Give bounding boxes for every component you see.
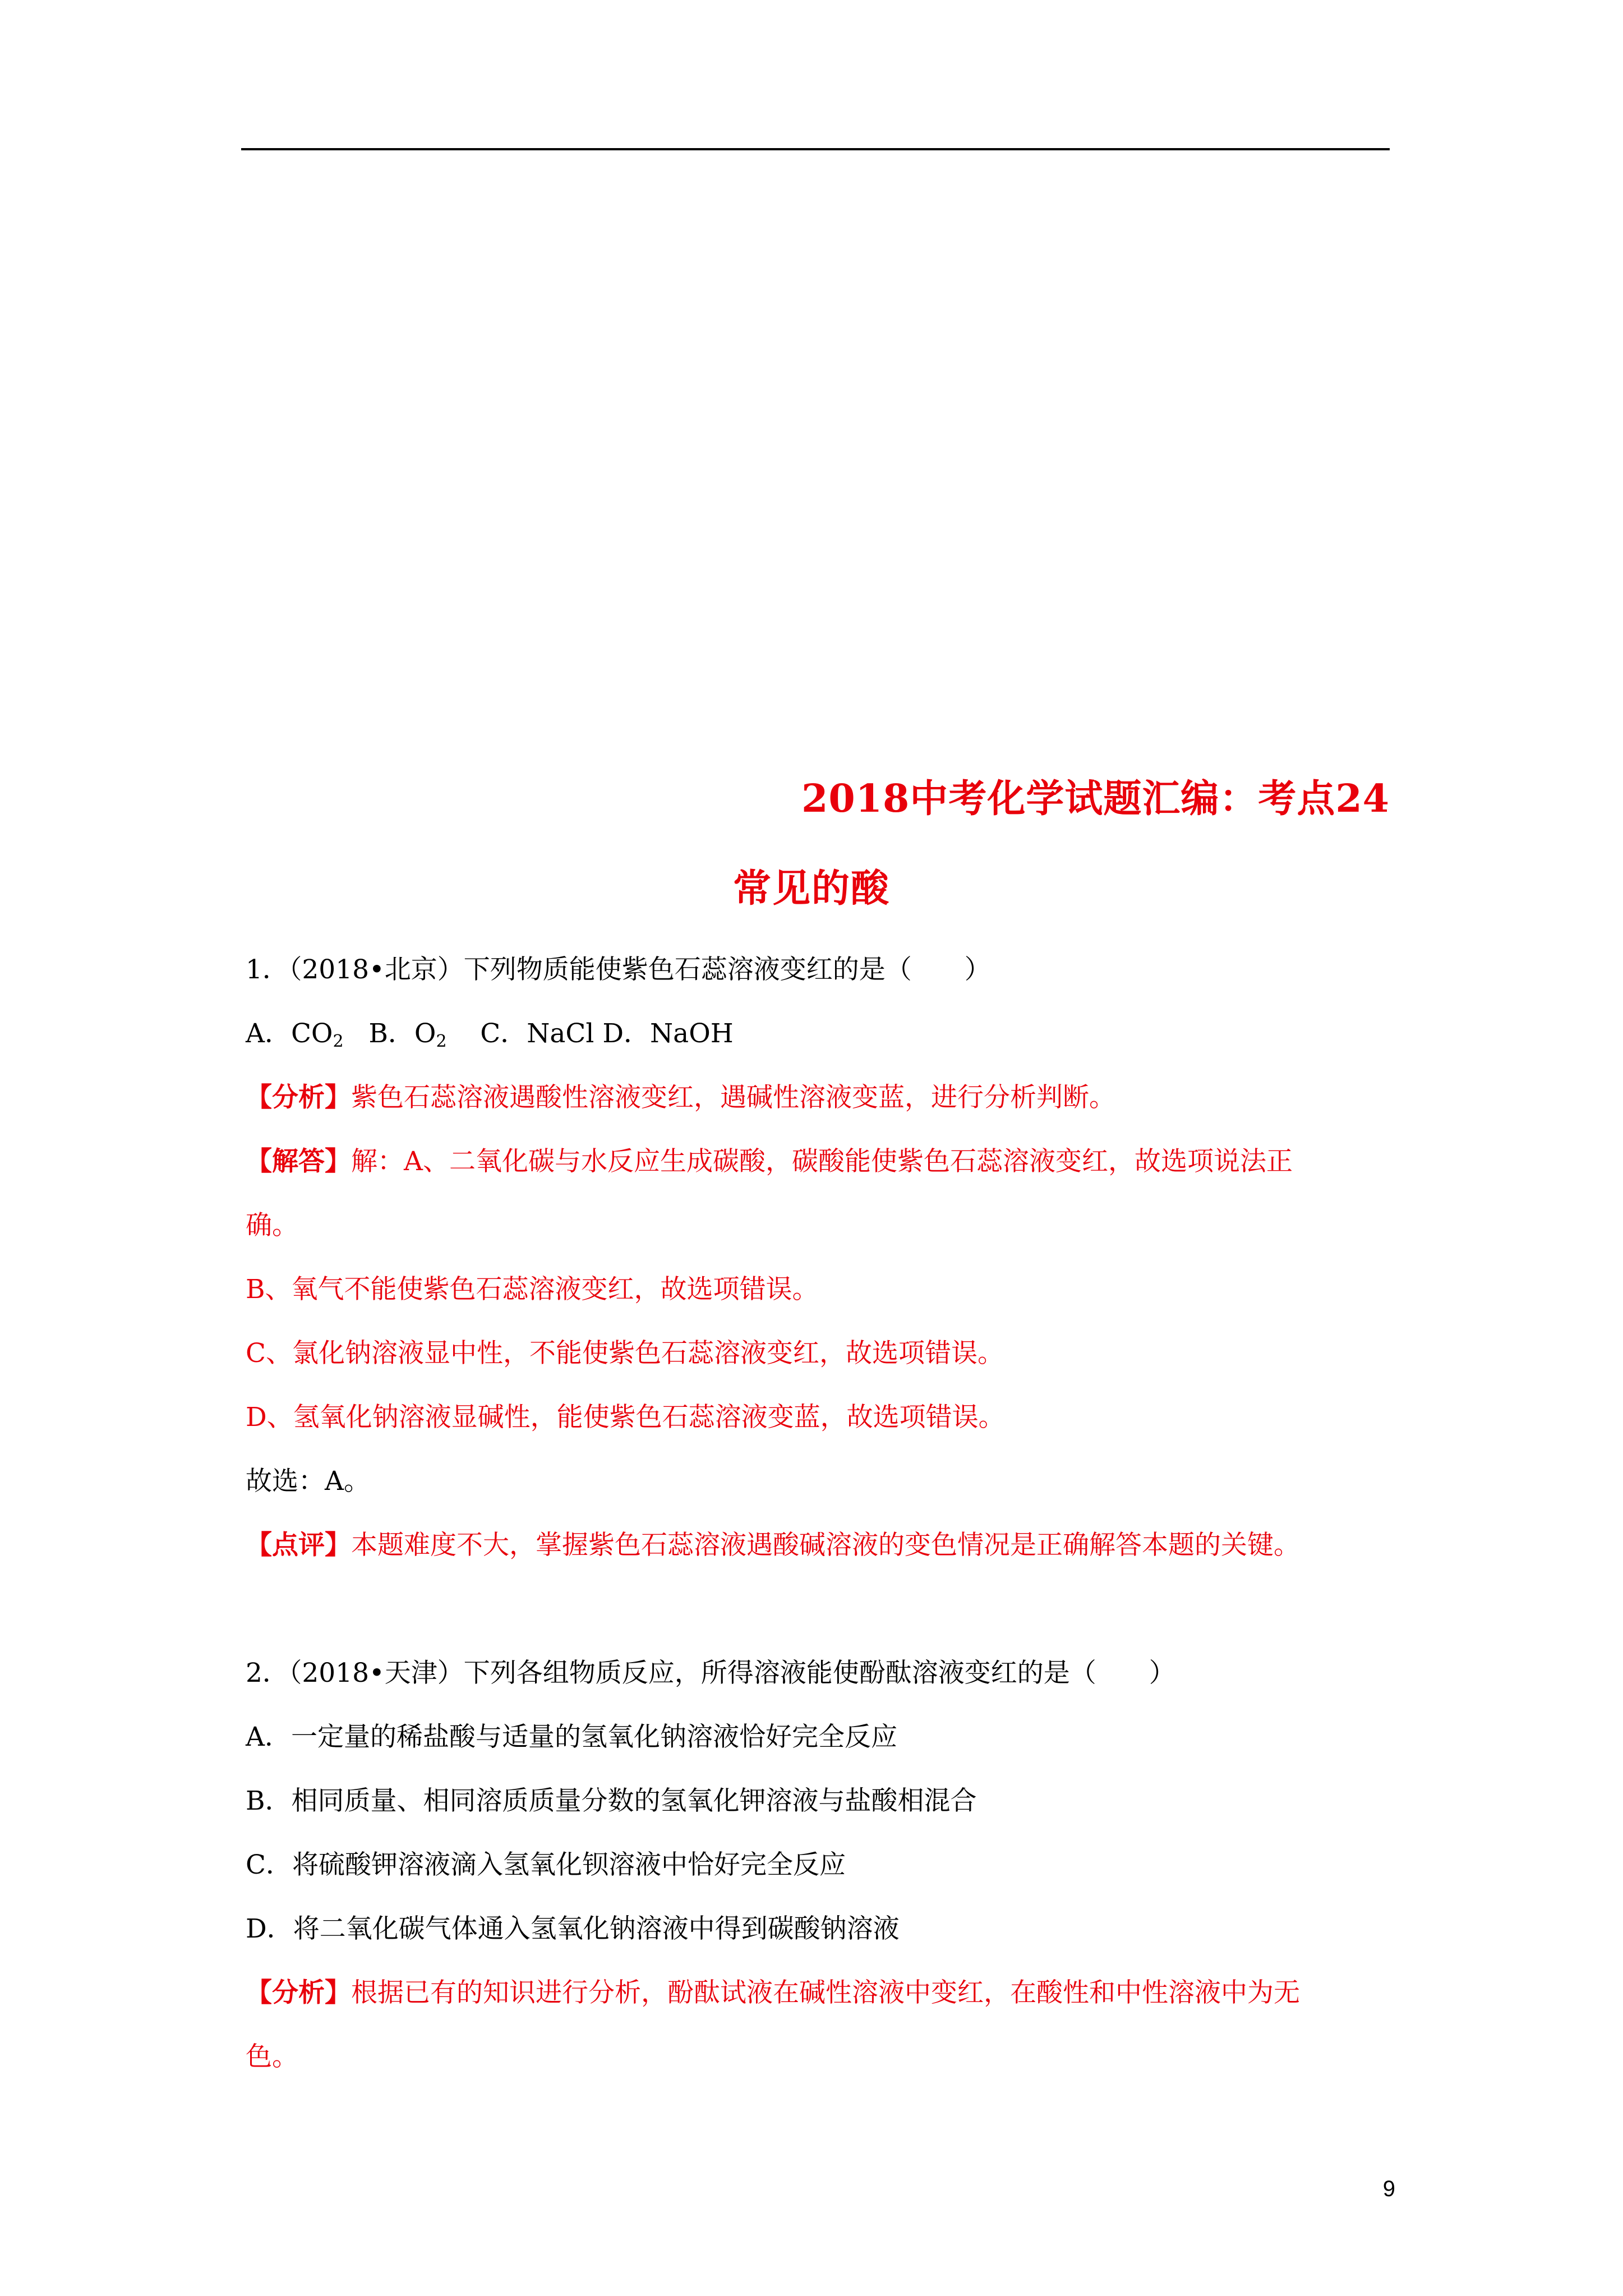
analysis-tag: 【分析】 [246, 1977, 351, 2008]
q2-stem: 2．（2018•天津）下列各组物质反应，所得溶液能使酚酞溶液变红的是（ ） [246, 1658, 1175, 1688]
header-rule [241, 148, 1390, 150]
analysis-tag: 【分析】 [246, 1082, 351, 1113]
spacer [246, 1577, 1390, 1641]
document-body [246, 938, 1390, 2089]
q1-options [246, 1002, 1390, 1066]
q1-answer-line-2: 确。 [246, 1210, 298, 1241]
q1-choice: 故选：A。 [246, 1466, 370, 1497]
q1-option-b: B．$O_2$ [368, 1018, 447, 1051]
title-line-1: 2018中考化学试题汇编：考点24 [801, 776, 1390, 821]
q1-answer-d: D、氢氧化钠溶液显碱性，能使紫色石蕊溶液变蓝，故选项错误。 [246, 1402, 1005, 1433]
answer-tag: 【解答】 [246, 1146, 351, 1177]
q1-stem: 1．（2018•北京）下列物质能使紫色石蕊溶液变红的是（ ） [246, 954, 991, 985]
page-number: 9 [1382, 2177, 1395, 2201]
q2-option-c: C．将硫酸钾溶液滴入氢氧化钡溶液中恰好完全反应 [246, 1849, 846, 1880]
q1-answer-b: B、氧气不能使紫色石蕊溶液变红，故选项错误。 [246, 1274, 819, 1305]
q1-option-c: C．NaCl [480, 1018, 594, 1049]
q1-answer-c: C、氯化钠溶液显中性，不能使紫色石蕊溶液变红，故选项错误。 [246, 1338, 1004, 1369]
comment-tag: 【点评】 [246, 1530, 351, 1561]
q1-comment: 【点评】本题难度不大，掌握紫色石蕊溶液遇酸碱溶液的变色情况是正确解答本题的关键。 [246, 1530, 1300, 1561]
q2-option-d: D．将二氧化碳气体通入氢氧化钠溶液中得到碳酸钠溶液 [246, 1913, 900, 1944]
q2-option-a: A．一定量的稀盐酸与适量的氢氧化钠溶液恰好完全反应 [246, 1722, 897, 1752]
q2-analysis-line-2: 色。 [246, 2041, 298, 2072]
q1-option-a: A．$CO_2$ [246, 1018, 344, 1051]
q1-answer-line-1: 【解答】解：A、二氧化碳与水反应生成碳酸，碳酸能使紫色石蕊溶液变红，故选项说法正 [246, 1146, 1293, 1177]
q2-option-b: B．相同质量、相同溶质质量分数的氢氧化钾溶液与盐酸相混合 [246, 1786, 977, 1816]
q2-analysis-line-1: 【分析】根据已有的知识进行分析，酚酞试液在碱性溶液中变红，在酸性和中性溶液中为无 [246, 1977, 1300, 2008]
q1-analysis: 【分析】紫色石蕊溶液遇酸性溶液变红，遇碱性溶液变蓝，进行分析判断。 [246, 1082, 1115, 1113]
title-line-2: 常见的酸 [732, 866, 890, 911]
q1-option-d: D．NaOH [602, 1018, 734, 1049]
